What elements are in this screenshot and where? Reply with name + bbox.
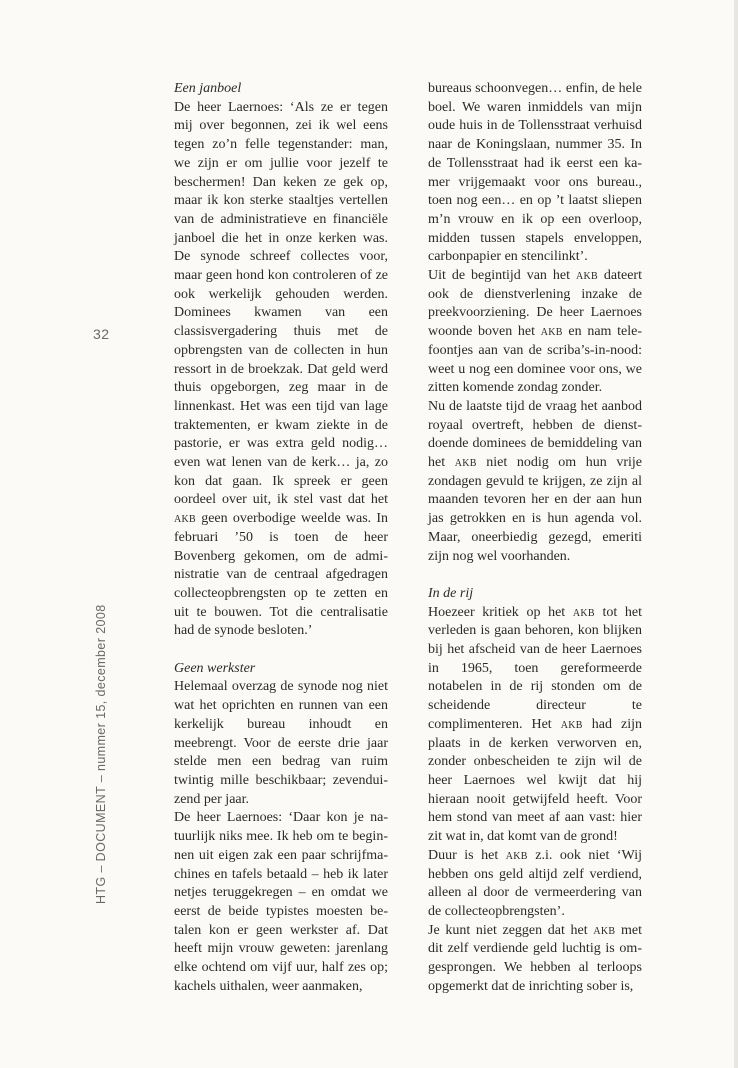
paragraph xyxy=(428,922,642,997)
text-run: tot het verleden is gaan behoren, kon blijken bij het afscheid van de heer Laernoes in 1965, toen gereformeerde notabelen in de rij stonden om de scheidende directeur te complimenteren. Het xyxy=(428,604,642,732)
paragraph xyxy=(428,604,642,847)
acronym-akb: akb xyxy=(174,511,197,527)
acronym-akb: akb xyxy=(505,847,528,863)
text-run: De heer Laernoes: ‘Als ze er tegen mij over begonnen, zei ik wel eens tegen zo’n felle tegenstander: man, we zijn er om jullie voor jezelf te beschermen! Dan keken ze gek op, maar ik kon sterke staaltjes vertellen van de administratieve en financiële janboel die het in onze kerken was. De synode schreef collectes voor, maar geen hond kon controleren of ze ook werkelijk gehouden werden. Dominees kwamen van een classisvergadering thuis met de opbrengsten van de collecten in hun ressort in de broekzak. Dat geld werd thuis opgeborgen, zeg maar in de linnenkast. Het was een tijd van lage traktementen, er kwam ziekte in de pastorie, er was extra geld nodig… even wat lenen van de kerk… ja, zo kon dat gaan. Ik spreek er geen oordeel over uit, ik stel vast dat het xyxy=(174,99,388,508)
paragraph xyxy=(428,398,642,566)
text-run: met dit zelf verdiende geld luchtig is omgesprongen. We hebben al terloops opgemerkt dat de inrichting sober is, xyxy=(428,922,642,994)
right-column xyxy=(428,80,642,996)
paragraph xyxy=(428,847,642,922)
text-run: Duur is het xyxy=(428,847,506,863)
page-number: 32 xyxy=(93,326,110,342)
running-footer-text: HTG – DOCUMENT – nummer 15, december 2008 xyxy=(94,604,108,904)
page-edge xyxy=(734,0,738,1068)
acronym-akb: akb xyxy=(454,455,477,471)
acronym-akb: akb xyxy=(572,604,595,620)
acronym-akb: akb xyxy=(593,922,616,938)
text-run: geen overbodige weelde was. In februari ’50 is toen de heer Bovenberg gekomen, om de administratie van de centraal afgedragen collecteopbrengsten op te zetten en uit te bouwen. Tot die centralisatie had de synode besloten.’ xyxy=(174,511,388,639)
paragraph xyxy=(428,267,642,398)
text-run: Nu de laatste tijd de vraag het aanbod royaal overtreft, hebben de dienstdoende dominees de bemiddeling van het xyxy=(428,398,642,471)
text-run: Uit de begintijd van het xyxy=(428,268,576,284)
paragraph xyxy=(174,99,388,641)
acronym-akb: akb xyxy=(560,716,583,732)
acronym-akb: akb xyxy=(575,268,598,284)
text-run: dateert ook de dienstverlening inzake de preekvoorziening. De heer Laernoes woonde boven het xyxy=(428,268,642,340)
left-column xyxy=(174,80,388,996)
text-run: Hoezeer kritiek op het xyxy=(428,604,573,620)
text-run: niet nodig om hun vrije zondagen gevuld te krijgen, ze zijn al maanden tevoren her en der aan hun jas getrokken en is hun agenda vol. Maar, oneerbiedig gezegd, emeriti zijn nog wel voorhanden. xyxy=(428,455,642,564)
text-run: en nam telefoontjes aan van de scriba’s-in-nood: weet u nog een dominee voor ons, we zitten komende zondag zonder. xyxy=(428,324,642,396)
text-run: had zijn plaats in de kerken verworven en, zonder onbescheiden te zijn wil de heer Laernoes wel kwijt dat hij hieraan nooit getwijfeld heeft. Voor hem stond van meet af aan vast: hier zit wat in, dat komt van de grond! xyxy=(428,716,642,845)
paragraph: De heer Laernoes: ‘Daar kon je natuurlijk niks mee. Ik heb om te beginnen uit eigen zak een paar schrijfmachines en tafels betaald – heb ik later netjes teruggekregen – en omdat we eerst de beide typistes moesten betalen kon er geen werkster af. Dat heeft mijn vrouw geweten: jarenlang elke ochtend om vijf uur, half zes op; kachels uithalen, weer aanmaken, xyxy=(174,810,388,994)
text-run: Je kunt niet zeggen dat het xyxy=(428,922,594,938)
section-heading-in-de-rij: In de rij xyxy=(428,585,474,601)
acronym-akb: akb xyxy=(540,324,563,340)
section-heading-geen-werkster: Geen werkster xyxy=(174,660,256,676)
text-run: z.i. ook niet ‘Wij hebben ons geld altijd zelf verdiend, alleen al door de vermeerdering van de collecteopbrengsten’. xyxy=(428,847,642,919)
paragraph: Helemaal overzag de synode nog niet wat het oprichten en runnen van een kerkelijk bureau inhoudt en meebrengt. Voor de eerste drie jaar stelde men een bedrag van ruim twintig mille beschikbaar; zevenduizend per jaar. xyxy=(174,679,388,807)
section-heading-een-janboel: Een janboel xyxy=(174,81,242,96)
paragraph: bureaus schoonvegen… enfin, de hele boel. We waren inmiddels van mijn oude huis in de Tollensstraat verhuisd naar de Koningslaan, nummer 35. In de Tollensstraat had ik eerst een kamer vrijgemaakt voor ons bureau., toen nog een… en op ’t laatst sliepen m’n vrouw en ik op een overloop, midden tussen stapels enveloppen, carbonpapier en stencilinkt’. xyxy=(428,81,642,265)
